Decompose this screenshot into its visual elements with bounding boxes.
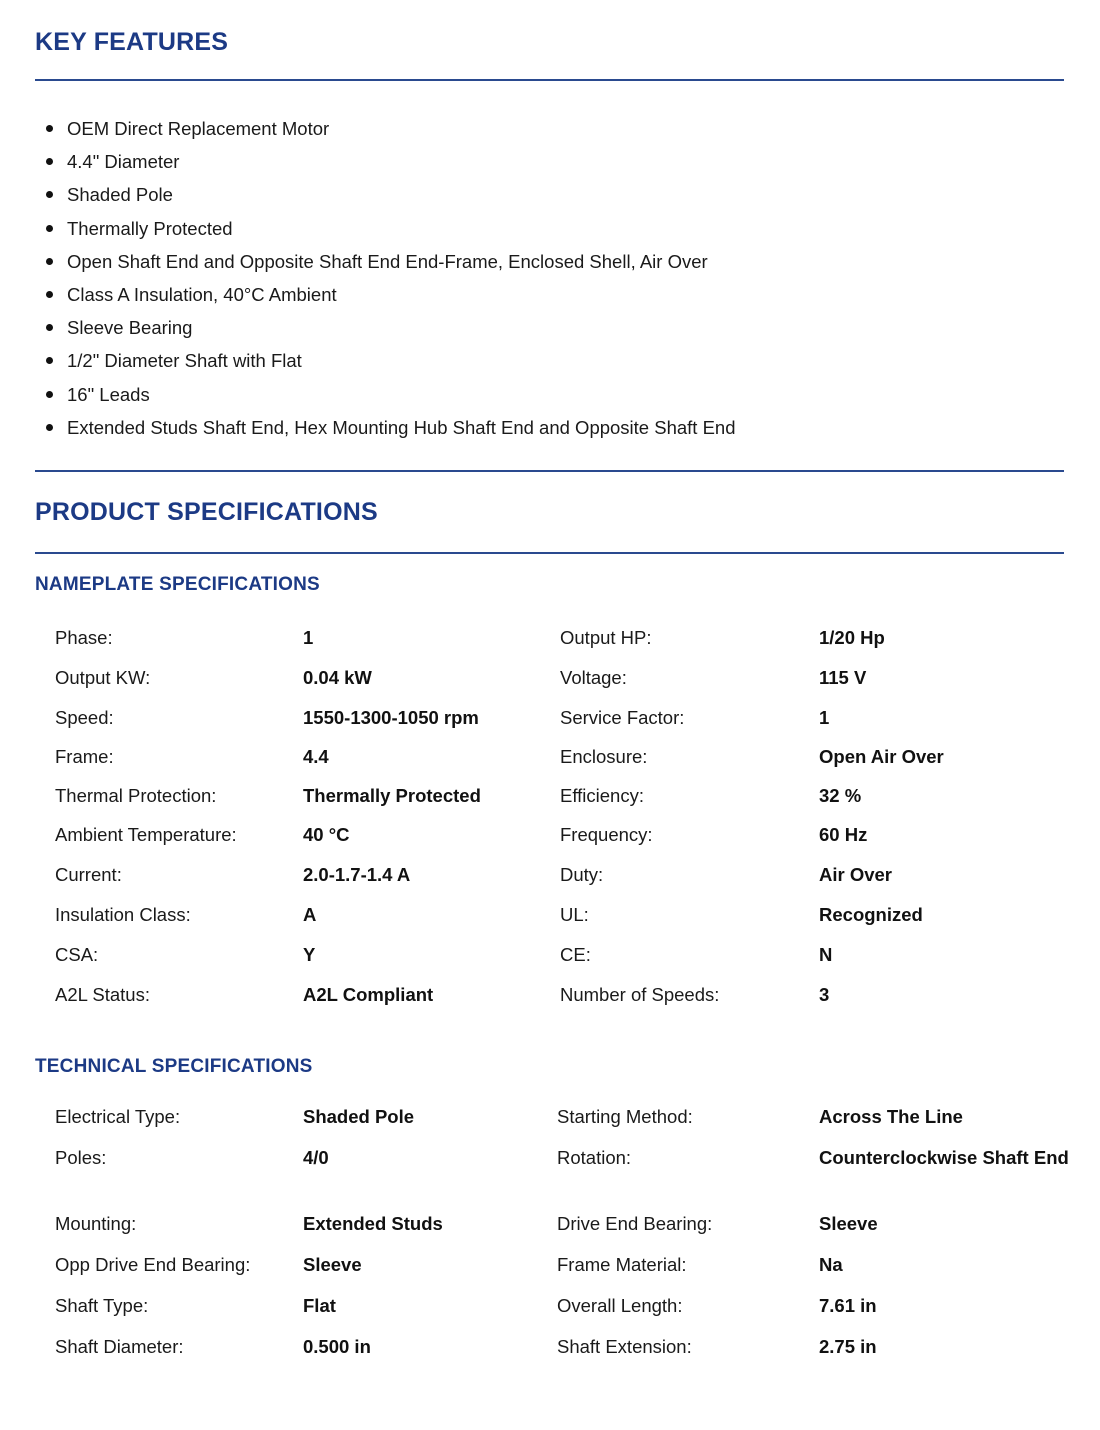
- spec-row: [55, 821, 1065, 849]
- spec-value: Shaded Pole: [303, 1106, 415, 1127]
- spec-label: A2L Status:: [55, 984, 150, 1005]
- spec-label: Electrical Type:: [55, 1106, 181, 1127]
- spec-label: Output HP:: [560, 627, 652, 648]
- spec-label: Number of Speeds:: [560, 984, 720, 1005]
- divider: [35, 470, 1064, 472]
- spec-label: Duty:: [560, 864, 604, 885]
- spec-value: Recognized: [819, 904, 923, 925]
- spec-label: Enclosure:: [560, 746, 648, 767]
- spec-row: [55, 664, 1065, 692]
- spec-value: Extended Studs: [303, 1213, 443, 1234]
- spec-label: Rotation:: [557, 1147, 632, 1168]
- feature-item: Class A Insulation, 40°C Ambient: [35, 278, 736, 311]
- spec-row: [55, 1333, 1065, 1361]
- divider: [35, 79, 1064, 81]
- spec-label: Drive End Bearing:: [557, 1213, 713, 1234]
- spec-value: 2.0-1.7-1.4 A: [303, 864, 411, 885]
- spec-value: 1: [303, 627, 314, 648]
- bullet-icon: [46, 125, 53, 132]
- bullet-icon: [46, 191, 53, 198]
- bullet-icon: [46, 391, 53, 398]
- feature-item: Thermally Protected: [35, 212, 736, 245]
- spec-label: CE:: [560, 944, 591, 965]
- spec-label: Voltage:: [560, 667, 627, 688]
- spec-value: Sleeve: [819, 1213, 878, 1234]
- spec-label: Thermal Protection:: [55, 785, 217, 806]
- feature-item: Sleeve Bearing: [35, 311, 736, 344]
- spec-row: [55, 782, 1065, 810]
- spec-value: 4.4: [303, 746, 329, 767]
- spec-value: Y: [303, 944, 316, 965]
- spec-label: Output KW:: [55, 667, 151, 688]
- spec-label: Shaft Type:: [55, 1295, 149, 1316]
- spec-value: A2L Compliant: [303, 984, 434, 1005]
- spec-value: 7.61 in: [819, 1295, 877, 1316]
- spec-value: Thermally Protected: [303, 785, 481, 806]
- spec-label: Shaft Extension:: [557, 1336, 692, 1357]
- spec-value: 60 Hz: [819, 824, 868, 845]
- spec-value: A: [303, 904, 317, 925]
- spec-value: Air Over: [819, 864, 893, 885]
- spec-row: [55, 704, 1065, 732]
- spec-value: 3: [819, 984, 830, 1005]
- bullet-icon: [46, 324, 53, 331]
- spec-value: 115 V: [819, 667, 867, 688]
- spec-label: Mounting:: [55, 1213, 137, 1234]
- feature-item: 4.4" Diameter: [35, 145, 736, 178]
- technical-specifications-title: TECHNICAL SPECIFICATIONS: [35, 1056, 313, 1077]
- spec-row: [55, 1144, 1069, 1172]
- spec-row: [55, 1103, 1065, 1131]
- feature-item: 16" Leads: [35, 378, 736, 411]
- spec-value: 0.04 kW: [303, 667, 372, 688]
- spec-value: 4/0: [303, 1147, 329, 1168]
- spec-label: Frame Material:: [557, 1254, 687, 1275]
- spec-label: Frame:: [55, 746, 114, 767]
- spec-row: [55, 861, 1065, 889]
- spec-value: 2.75 in: [819, 1336, 877, 1357]
- spec-label: Insulation Class:: [55, 904, 191, 925]
- spec-value: 40 °C: [303, 824, 350, 845]
- spec-row: [55, 1251, 1065, 1279]
- spec-value: Flat: [303, 1295, 336, 1316]
- bullet-icon: [46, 158, 53, 165]
- feature-item: Extended Studs Shaft End, Hex Mounting Hub Shaft End and Opposite Shaft End: [35, 411, 736, 444]
- bullet-icon: [46, 258, 53, 265]
- spec-value: Na: [819, 1254, 843, 1275]
- spec-label: Ambient Temperature:: [55, 824, 237, 845]
- product-specifications-title: PRODUCT SPECIFICATIONS: [35, 498, 378, 526]
- spec-label: UL:: [560, 904, 589, 925]
- spec-label: Shaft Diameter:: [55, 1336, 184, 1357]
- nameplate-specifications-title: NAMEPLATE SPECIFICATIONS: [35, 574, 320, 595]
- feature-item: Open Shaft End and Opposite Shaft End End-Frame, Enclosed Shell, Air Over: [35, 245, 736, 278]
- bullet-icon: [46, 291, 53, 298]
- key-features-title: KEY FEATURES: [35, 28, 229, 56]
- spec-label: Overall Length:: [557, 1295, 683, 1316]
- spec-row: [55, 1210, 1065, 1238]
- spec-value: Across The Line: [819, 1106, 963, 1127]
- bullet-icon: [46, 424, 53, 431]
- spec-row: [55, 901, 1065, 929]
- spec-row: [55, 981, 1065, 1009]
- feature-item: 1/2" Diameter Shaft with Flat: [35, 344, 736, 377]
- spec-label: Opp Drive End Bearing:: [55, 1254, 251, 1275]
- feature-item: Shaded Pole: [35, 178, 736, 211]
- spec-label: Starting Method:: [557, 1106, 693, 1127]
- spec-row: [55, 743, 1065, 771]
- spec-value: Counterclockwise Shaft End: [819, 1147, 1069, 1168]
- spec-label: Poles:: [55, 1147, 107, 1168]
- spec-label: Efficiency:: [560, 785, 644, 806]
- spec-value: Open Air Over: [819, 746, 944, 767]
- feature-item: OEM Direct Replacement Motor: [35, 112, 736, 145]
- spec-value: 1550-1300-1050 rpm: [303, 707, 479, 728]
- spec-label: Frequency:: [560, 824, 653, 845]
- key-features-list: [35, 112, 736, 444]
- bullet-icon: [46, 357, 53, 364]
- spec-label: Phase:: [55, 627, 113, 648]
- spec-row: [55, 624, 1065, 652]
- spec-value: Sleeve: [303, 1254, 362, 1275]
- spec-value: N: [819, 944, 833, 965]
- spec-value: 0.500 in: [303, 1336, 371, 1357]
- spec-label: CSA:: [55, 944, 99, 965]
- spec-label: Service Factor:: [560, 707, 685, 728]
- spec-label: Current:: [55, 864, 122, 885]
- spec-row: [55, 1292, 1065, 1320]
- spec-value: 32 %: [819, 785, 862, 806]
- spec-label: Speed:: [55, 707, 114, 728]
- spec-row: [55, 941, 1065, 969]
- spec-value: 1: [819, 707, 830, 728]
- bullet-icon: [46, 225, 53, 232]
- spec-value: 1/20 Hp: [819, 627, 885, 648]
- divider: [35, 552, 1064, 554]
